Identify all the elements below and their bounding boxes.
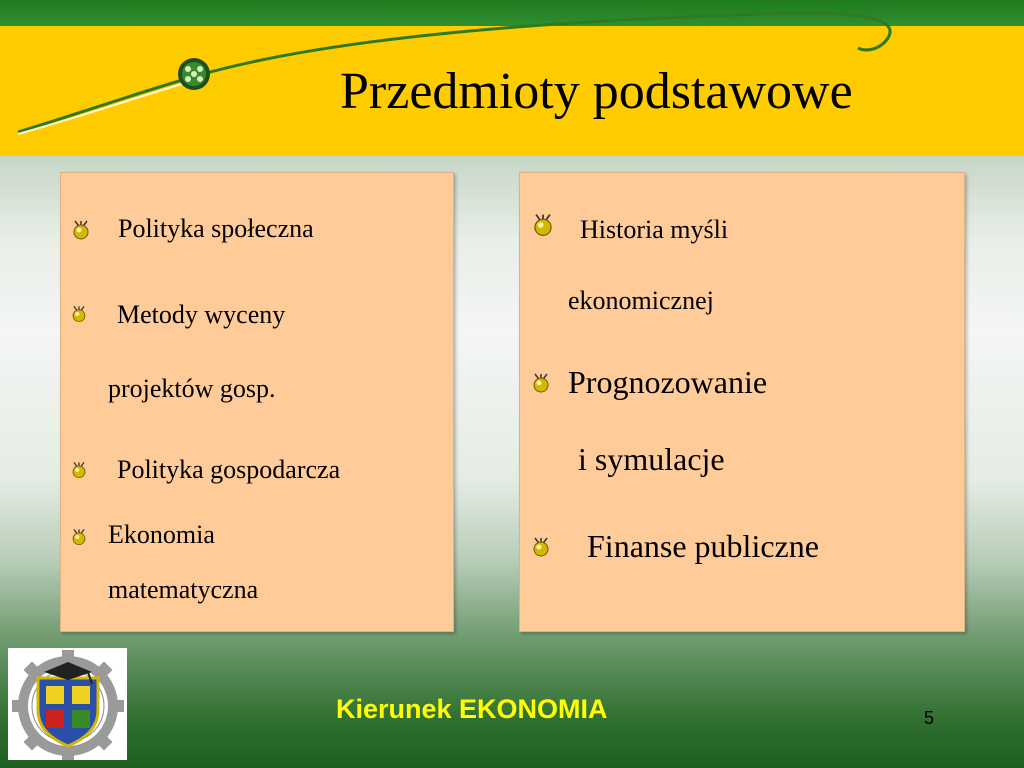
flower-bullet-icon: [528, 370, 554, 396]
list-item: Polityka gospodarcza: [117, 455, 341, 484]
flower-bullet-icon: [528, 534, 554, 560]
page-number: 5: [924, 708, 935, 728]
list-item: Polityka społeczna: [118, 214, 314, 243]
list-item: Finanse publiczne: [587, 528, 819, 564]
list-item-continuation: matematyczna: [108, 575, 259, 604]
list-item: Historia myśli: [580, 215, 729, 244]
list-item-continuation: ekonomicznej: [568, 286, 714, 315]
list-item: Prognozowanie: [568, 364, 768, 400]
list-item-continuation: i symulacje: [578, 441, 725, 477]
flower-bullet-icon: [68, 526, 90, 548]
page-title: Przedmioty podstawowe: [340, 63, 853, 120]
flower-bullet-icon: [68, 459, 90, 481]
school-crest-gear-logo: [8, 648, 127, 760]
flower-bullet-icon: [528, 210, 558, 240]
footer-title: Kierunek EKONOMIA: [336, 694, 608, 724]
flower-bullet-icon: [68, 303, 90, 325]
list-item: Ekonomia: [108, 520, 215, 549]
list-item: Metody wyceny: [117, 300, 286, 329]
green-dotted-circle-icon: [178, 58, 210, 90]
list-item-continuation: projektów gosp.: [108, 374, 276, 403]
flower-bullet-icon: [68, 217, 94, 243]
school-logo: [8, 648, 127, 760]
